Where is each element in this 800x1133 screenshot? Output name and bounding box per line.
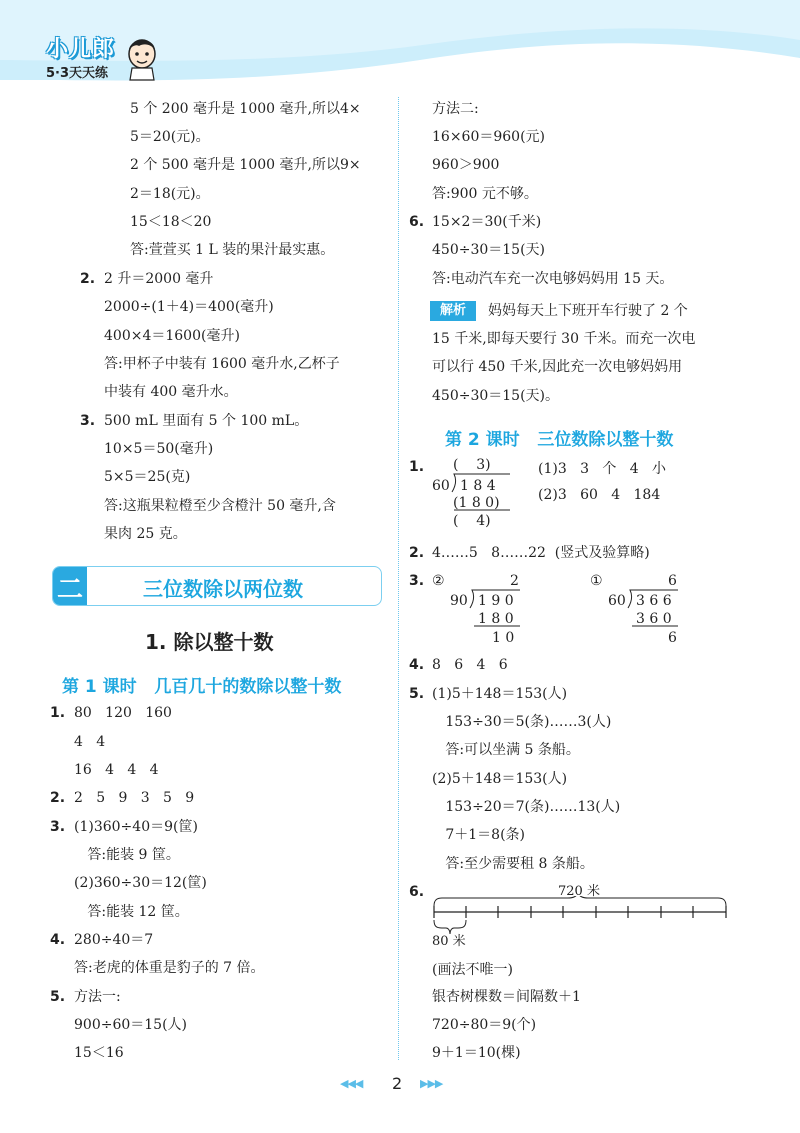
- division-quotient: ( 3): [453, 457, 491, 473]
- division-mark: ②: [432, 573, 445, 589]
- text-line: 答:可以坐满 5 条船。: [432, 742, 580, 758]
- question-number: 2.: [80, 271, 96, 287]
- text-line: 5×5＝25(克): [104, 469, 191, 485]
- lesson-title: 第 2 课时 三位数除以整十数: [445, 430, 674, 450]
- column-divider: [398, 97, 399, 1060]
- logo-title: 小儿郎: [46, 37, 116, 62]
- line-diagram-top-label: 720 米: [558, 884, 600, 899]
- unit-header: [52, 566, 382, 606]
- boy-mascot-icon: [124, 34, 160, 82]
- text-line: (2)360÷30＝12(筐): [74, 875, 207, 891]
- text-line: 450÷30＝15(天): [432, 242, 546, 258]
- analysis-badge: 解析: [430, 301, 476, 321]
- division-dividend: 1 8 4: [460, 478, 496, 494]
- text-line: 9＋1＝10(棵): [432, 1045, 521, 1061]
- text-line: 答:甲杯子中装有 1600 毫升水,乙杯子: [104, 356, 340, 372]
- text-line: 15×2＝30(千米): [432, 214, 542, 230]
- question-number: 6.: [409, 214, 425, 230]
- text-line: (1)360÷40＝9(筐): [74, 819, 198, 835]
- logo-subtitle: 5·3天天练: [46, 66, 109, 81]
- text-line: 15＜18＜20: [130, 214, 212, 230]
- lesson-title: 第 1 课时 几百几十的数除以整十数: [62, 677, 342, 697]
- division-product: 1 8 0: [478, 611, 514, 627]
- text-line: 答:老虎的体重是豹子的 7 倍。: [74, 960, 265, 976]
- text-line: 方法一:: [74, 989, 121, 1005]
- division-bracket: [448, 472, 518, 514]
- text-line: 妈妈每天上下班开车行驶了 2 个: [488, 303, 688, 319]
- text-line: 153÷20＝7(条)……13(人): [432, 799, 621, 815]
- text-line: (1)5＋148＝153(人): [432, 686, 568, 702]
- division-product: (1 8 0): [453, 495, 500, 511]
- unit-title: 三位数除以两位数: [143, 577, 303, 601]
- text-line: 答:萱萱买 1 L 装的果汁最实惠。: [130, 242, 335, 258]
- text-line: 4……5 8……22 (竖式及验算略): [432, 545, 650, 561]
- text-line: 960＞900: [432, 157, 500, 173]
- prev-arrows-icon: ◀◀◀: [340, 1077, 363, 1090]
- division-quotient: 2: [510, 573, 519, 589]
- text-line: 10×5＝50(毫升): [104, 441, 214, 457]
- question-number: 4.: [409, 657, 425, 673]
- text-line: (画法不唯一): [432, 962, 513, 978]
- text-line: 答:900 元不够。: [432, 186, 538, 202]
- division-mark: ①: [590, 573, 603, 589]
- division-dividend: 3 6 6: [636, 593, 672, 609]
- question-number: 4.: [50, 932, 66, 948]
- page-number: 2: [392, 1074, 403, 1093]
- division-remainder: 6: [668, 630, 677, 646]
- chapter-title: 1. 除以整十数: [145, 630, 274, 654]
- text-line: 方法二:: [432, 101, 479, 117]
- text-line: 中装有 400 毫升水。: [104, 384, 238, 400]
- next-arrows-icon: ▶▶▶: [420, 1077, 443, 1090]
- text-line: 答:至少需要租 8 条船。: [432, 856, 594, 872]
- text-line: 153÷30＝5(条)……3(人): [432, 714, 612, 730]
- question-number: 3.: [80, 413, 96, 429]
- text-line: (2)3 60 4 184: [538, 487, 661, 503]
- text-line: 2＝18(元)。: [130, 186, 210, 202]
- unit-tag: [53, 567, 87, 605]
- text-line: 果肉 25 克。: [104, 526, 187, 542]
- question-number: 6.: [409, 884, 425, 900]
- text-line: 4 4: [74, 734, 106, 750]
- tree-line-diagram: [428, 896, 734, 936]
- question-number: 2.: [50, 790, 66, 806]
- division-divisor: 90: [450, 593, 468, 609]
- text-line: 80 120 160: [74, 705, 172, 721]
- text-line: 720÷80＝9(个): [432, 1017, 537, 1033]
- text-line: 7＋1＝8(条): [432, 827, 525, 843]
- question-number: 3.: [50, 819, 66, 835]
- text-line: 银杏树棵数＝间隔数＋1: [432, 989, 581, 1005]
- text-line: 2 5 9 3 5 9: [74, 790, 195, 806]
- text-line: 答:能装 12 筐。: [74, 904, 189, 920]
- text-line: 答:电动汽车充一次电够妈妈用 15 天。: [432, 271, 674, 287]
- text-line: 450÷30＝15(天)。: [432, 388, 560, 404]
- question-number: 2.: [409, 545, 425, 561]
- text-line: (1)3 3 个 4 小: [538, 461, 666, 477]
- text-line: 400×4＝1600(毫升): [104, 328, 240, 344]
- text-line: 900÷60＝15(人): [74, 1017, 188, 1033]
- text-line: 15 千米,即每天要行 30 千米。而充一次电: [432, 331, 696, 347]
- question-number: 5.: [409, 686, 425, 702]
- text-line: 答:能装 9 筐。: [74, 847, 180, 863]
- text-line: 答:这瓶果粒橙至少含橙汁 50 毫升,含: [104, 498, 336, 514]
- division-divisor: 60: [608, 593, 626, 609]
- line-diagram-bottom-label: 80 米: [432, 934, 466, 949]
- text-line: 500 mL 里面有 5 个 100 mL。: [104, 413, 309, 429]
- text-line: (2)5＋148＝153(人): [432, 771, 568, 787]
- text-line: 2 个 500 毫升是 1000 毫升,所以9×: [130, 157, 361, 173]
- brand-logo: [40, 30, 160, 90]
- division-dividend: 1 9 0: [478, 593, 514, 609]
- text-line: 8 6 4 6: [432, 657, 508, 673]
- text-line: 可以行 450 千米,因此充一次电够妈妈用: [432, 359, 683, 375]
- page-footer: [0, 1072, 800, 1102]
- text-line: 5＝20(元)。: [130, 129, 210, 145]
- division-remainder: ( 4): [453, 513, 491, 529]
- text-line: 16×60＝960(元): [432, 129, 546, 145]
- division-divisor: 60: [432, 478, 450, 494]
- text-line: 2000÷(1＋4)＝400(毫升): [104, 299, 274, 315]
- question-number: 3.: [409, 573, 425, 589]
- question-number: 1.: [50, 705, 66, 721]
- question-number: 1.: [409, 459, 425, 475]
- text-line: 280÷40＝7: [74, 932, 154, 948]
- unit-number: 二: [57, 575, 84, 605]
- division-bracket: [624, 588, 684, 630]
- text-line: 2 升＝2000 毫升: [104, 271, 214, 287]
- text-line: 15＜16: [74, 1045, 124, 1061]
- division-bracket: [466, 588, 526, 630]
- text-line: 16 4 4 4: [74, 762, 159, 778]
- division-remainder: 1 0: [492, 630, 515, 646]
- text-line: 5 个 200 毫升是 1000 毫升,所以4×: [130, 101, 361, 117]
- division-quotient: 6: [668, 573, 677, 589]
- division-product: 3 6 0: [636, 611, 672, 627]
- question-number: 5.: [50, 989, 66, 1005]
